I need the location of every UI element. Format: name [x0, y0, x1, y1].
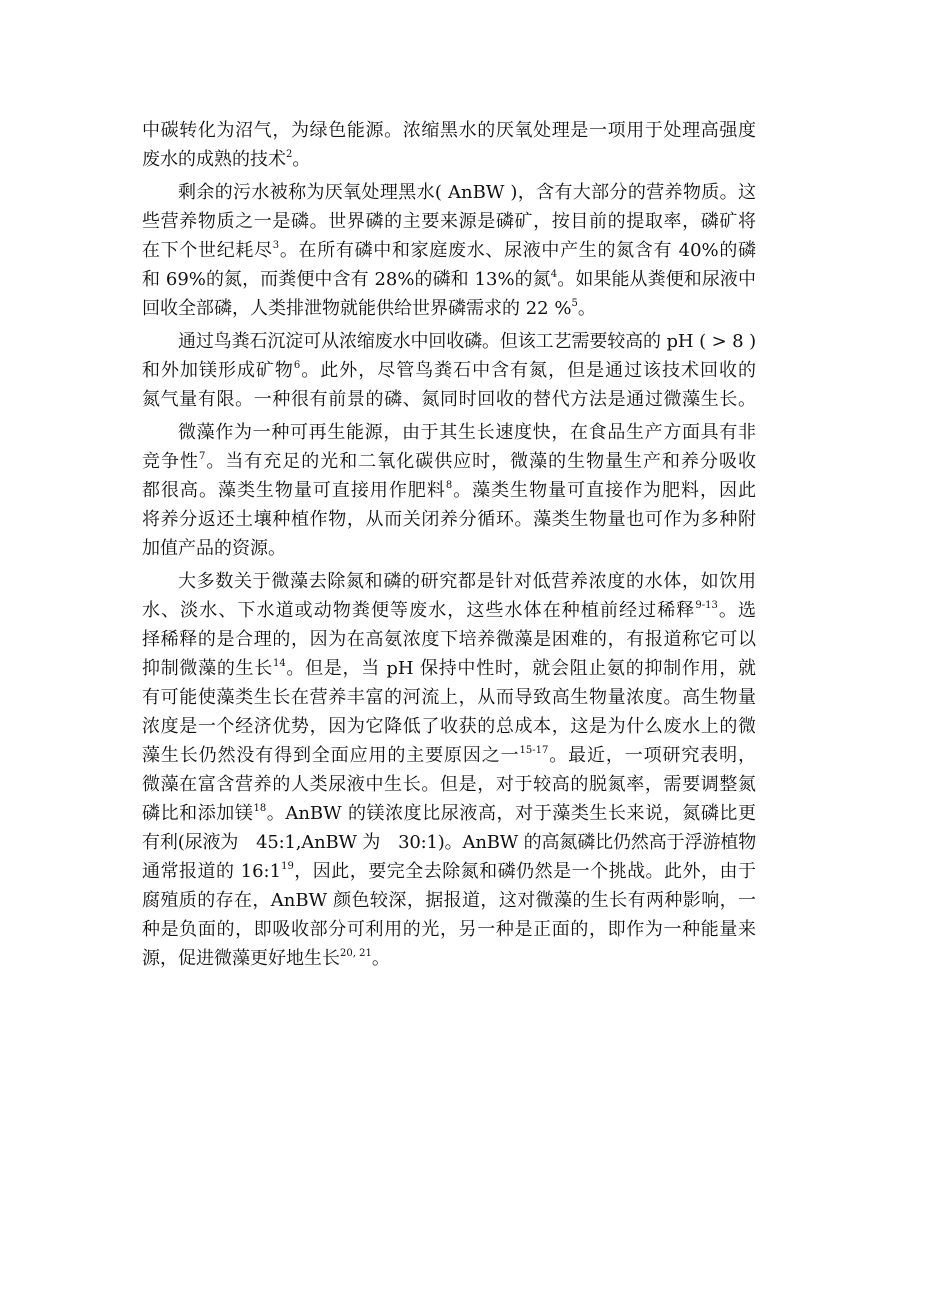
citation-superscript: 20, 21: [340, 948, 372, 959]
text-line: [142, 915, 756, 944]
text-line: [142, 447, 756, 476]
line-text-continued: 。选: [717, 600, 757, 621]
text-line: [142, 476, 756, 505]
text-line: [142, 294, 756, 323]
line-text-continued: 。当有充足的光和二氧化碳供应时，微藻的生物量生产和养分吸收: [205, 451, 757, 472]
text-line: [142, 567, 756, 596]
text-line: [142, 799, 756, 828]
text-line: [142, 534, 756, 563]
document-page: [142, 116, 756, 977]
text-line: [142, 625, 756, 654]
line-text-continued: 。最近，一项研究表明，: [548, 745, 756, 766]
text-line: [142, 741, 756, 770]
line-text: 腐殖质的存在，AnBW 颜色较深，据报道，这对微藻的生长有两种影响，一: [142, 890, 756, 911]
line-text: 通常报道的 16:1: [142, 861, 282, 882]
line-text: 有利(尿液为 45:1,AnBW 为 30:1)。AnBW 的高氮磷比仍然高于浮游植物: [142, 832, 756, 853]
line-text: 有可能使藻类生长在营养丰富的河流上，从而导致高生物量浓度。高生物量: [142, 687, 756, 708]
citation-superscript: 14: [272, 658, 286, 669]
line-text: 藻生长仍然没有得到全面应用的主要原因之一: [142, 745, 520, 766]
line-text: 废水的成熟的技术: [142, 149, 286, 170]
citation-superscript: 15-17: [519, 745, 549, 756]
line-text: 抑制微藻的生长: [142, 658, 273, 679]
text-line: [142, 505, 756, 534]
line-text: 剩余的污水被称为厌氧处理黑水( AnBW )，含有大部分的营养物质。这: [178, 182, 756, 203]
line-text: 和 69%的氮，而粪便中含有 28%的磷和 13%的氮: [142, 269, 551, 290]
text-line: [142, 886, 756, 915]
line-text: 些营养物质之一是磷。世界磷的主要来源是磷矿，按目前的提取率，磷矿将: [142, 211, 756, 232]
line-text: 通过鸟粪石沉淀可从浓缩废水中回收磷。但该工艺需要较高的 pH ( > 8 ): [178, 331, 756, 352]
line-text-continued: 。但是，当 pH 保持中性时，就会阻止氨的抑制作用，就: [285, 658, 756, 679]
citation-superscript: 6: [293, 360, 301, 371]
line-text: 和外加镁形成矿物: [142, 360, 294, 381]
line-text-continued: 。藻类生物量可直接作为肥料，因此: [452, 480, 756, 501]
paragraph: [142, 116, 756, 174]
line-text-continued: 。如果能从粪便和尿液中: [557, 269, 757, 290]
citation-superscript: 8: [445, 480, 453, 491]
line-text: 竞争性: [142, 451, 199, 472]
line-text-continued: 。: [577, 298, 596, 319]
text-line: [142, 145, 756, 174]
citation-superscript: 19: [281, 861, 294, 872]
paragraph: [142, 178, 756, 323]
line-text: 磷比和添加镁: [142, 803, 254, 824]
line-text: 加值产品的资源。: [142, 538, 286, 559]
text-line: [142, 770, 756, 799]
text-line: [142, 385, 756, 414]
citation-superscript: 2: [286, 149, 293, 160]
text-line: [142, 178, 756, 207]
line-text: 微藻在富含营养的人类尿液中生长。但是，对于较高的脱氮率，需要调整氮: [142, 774, 756, 795]
line-text: 源，促进微藻更好地生长: [142, 948, 340, 969]
citation-superscript: 4: [550, 269, 558, 280]
text-line: [142, 116, 756, 145]
text-line: [142, 654, 756, 683]
text-line: [142, 418, 756, 447]
line-text-continued: ，因此，要完全去除氮和磷仍然是一个挑战。此外，由于: [293, 861, 756, 882]
paragraph: [142, 327, 756, 414]
line-text: 大多数关于微藻去除氮和磷的研究都是针对低营养浓度的水体，如饮用: [178, 571, 756, 592]
line-text-continued: 。在所有磷中和家庭废水、尿液中产生的氮含有 40%的磷: [279, 240, 757, 261]
text-line: [142, 207, 756, 236]
citation-superscript: 7: [198, 451, 206, 462]
text-line: [142, 327, 756, 356]
line-text: 种是负面的，即吸收部分可利用的光，另一种是正面的，即作为一种能量来: [142, 919, 756, 940]
text-line: [142, 236, 756, 265]
line-text: 微藻作为一种可再生能源，由于其生长速度快，在食品生产方面具有非: [178, 422, 756, 443]
line-text: 浓度是一个经济优势，因为它降低了收获的总成本，这是为什么废水上的微: [142, 716, 756, 737]
line-text-continued: 。: [371, 948, 390, 969]
citation-superscript: 9-13: [695, 600, 718, 611]
text-line: [142, 857, 756, 886]
line-text: 择稀释的是合理的，因为在高氨浓度下培养微藻是困难的，有报道称它可以: [142, 629, 756, 650]
paragraph: [142, 418, 756, 563]
text-line: [142, 828, 756, 857]
line-text: 水、淡水、下水道或动物粪便等废水，这些水体在种植前经过稀释: [142, 600, 696, 621]
text-line: [142, 356, 756, 385]
line-text-continued: 。: [292, 149, 311, 170]
line-text: 都很高。藻类生物量可直接用作肥料: [142, 480, 446, 501]
line-text-continued: 。AnBW 的镁浓度比尿液高，对于藻类生长来说，氮磷比更: [266, 803, 757, 824]
line-text: 氮气量有限。一种很有前景的磷、氮同时回收的替代方法是通过微藻生长。: [142, 389, 756, 410]
line-text: 中碳转化为沼气，为绿色能源。浓缩黑水的厌氧处理是一项用于处理高强度: [142, 120, 756, 141]
line-text-continued: 。此外，尽管鸟粪石中含有氮，但是通过该技术回收的: [300, 360, 756, 381]
citation-superscript: 18: [253, 803, 267, 814]
paragraph: [142, 567, 756, 973]
text-line: [142, 596, 756, 625]
text-line: [142, 265, 756, 294]
text-line: [142, 944, 756, 973]
text-line: [142, 683, 756, 712]
text-line: [142, 712, 756, 741]
citation-superscript: 5: [571, 298, 578, 309]
line-text: 回收全部磷，人类排泄物就能供给世界磷需求的 22 %: [142, 298, 572, 319]
line-text: 将养分返还土壤种植作物，从而关闭养分循环。藻类生物量也可作为多种附: [142, 509, 756, 530]
line-text: 在下个世纪耗尽: [142, 240, 273, 261]
citation-superscript: 3: [272, 240, 280, 251]
